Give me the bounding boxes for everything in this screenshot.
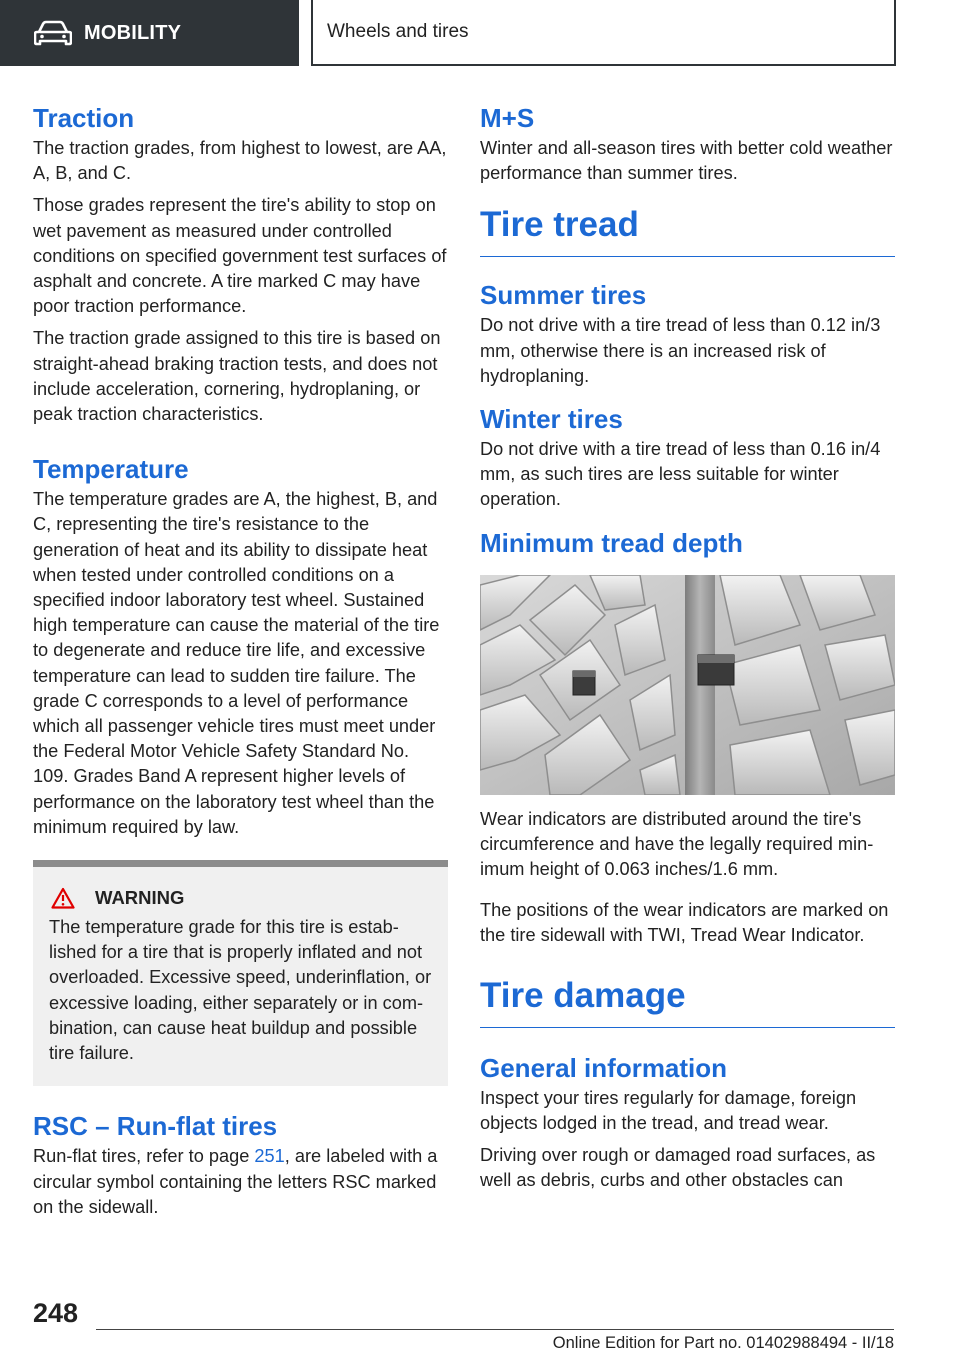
rsc-paragraph: Run-flat tires, refer to page 251, are labeled with a circular symbol containing the letters RSC marked on the sidewall. (33, 1146, 438, 1217)
summer-tires-paragraph: Do not drive with a tire tread of less than 0.12 in/3 mm, otherwise there is an increased risk of hydroplaning. (480, 315, 881, 386)
page-number: 248 (33, 1298, 79, 1328)
tire-damage-heading: Tire damage (480, 973, 895, 1028)
warning-header (51, 885, 438, 911)
general-info-paragraph-2: Driving over rough or damaged road surfaces, as well as debris, curbs and other obstacles can (480, 1145, 876, 1191)
footer-divider (96, 1329, 894, 1330)
temperature-paragraph: The temperature grades are A, the highest, B, and C, representing the tire's resistance to the generation of heat and its ability to dissipate heat when tested under controlled conditions on a specified indoor laboratory test wheel. Sustained high temperature can cause the material of the tire to degenerate and reduce tire life, and excessive temperature can lead to sudden tire failure. The grade C corresponds to a level of performance which all passenger vehicle tires must meet under the Federal Motor Vehicle Safety Standard No. 109. Grades Band A represent higher levels of performance on the laboratory test wheel than the minimum required by law. (33, 489, 440, 837)
wear-indicators-paragraph: Wear indicators are distributed around the tire's circumference and have the legally required minimum height of 0.063 inches/1.6 mm. (480, 808, 874, 880)
min-tread-heading: Minimum tread depth (480, 527, 743, 558)
warning-triangle-icon (51, 887, 75, 909)
warning-box (33, 860, 448, 1086)
winter-tires-paragraph: Do not drive with a tire tread of less than 0.16 in/4 mm, as such tires are less suitable for winter operation. (480, 439, 881, 510)
tread-wear-indicator-photo (480, 575, 895, 795)
traction-paragraph-2: Those grades represent the tire's ability to stop on wet pavement as measured under controlled conditions on specified government test surfaces of asphalt and concrete. A tire marked C may have poor traction performance. (33, 195, 447, 317)
page-header (0, 0, 960, 66)
section-title: Wheels and tires (327, 21, 469, 42)
chapter-title: MOBILITY (84, 21, 182, 44)
traction-heading: Traction (33, 103, 135, 133)
temperature-heading: Temperature (33, 454, 189, 485)
ms-paragraph: Winter and all-season tires with better cold weather performance than summer tires. (480, 138, 893, 184)
edition-text: Online Edition for Part no. 01402988494 - II/18 (552, 1334, 894, 1352)
right-column (480, 100, 895, 1193)
rsc-heading: RSC – Run-flat tires (33, 1111, 278, 1142)
section-tab[interactable] (311, 0, 896, 66)
ms-heading: M+S (480, 103, 535, 133)
chapter-tab[interactable] (0, 0, 299, 66)
traction-paragraph-1: The traction grades, from highest to lowest, are AA, A, B, and C. (33, 138, 447, 184)
traction-paragraph-3: The traction grade assigned to this tire is based on straight-ahead braking traction tests, and does not include acceleration, cornering, hydroplaning, or peak traction characteristics. (33, 328, 441, 425)
tire-tread-heading: Tire tread (480, 202, 895, 257)
page-reference-link[interactable]: 251 (254, 1146, 285, 1167)
warning-label: WARNING (95, 887, 185, 909)
car-icon (34, 20, 72, 46)
summer-tires-heading: Summer tires (480, 280, 647, 311)
left-column (33, 100, 448, 1220)
general-info-heading: General information (480, 1052, 728, 1083)
winter-tires-heading: Winter tires (480, 404, 623, 435)
wear-positions-paragraph: The positions of the wear indicators are marked on the tire sidewall with TWI, Tread Wear Indicator. (480, 900, 889, 946)
warning-text: The temperature grade for this tire is established for a tire that is properly inflated and not overloaded. Excessive speed, underinflation, or excessive loading, either separately or in combination, can cause heat buildup and possible tire failure. (49, 917, 432, 1064)
general-info-paragraph-1: Inspect your tires regularly for damage, foreign objects lodged in the tread, and tread wear. (480, 1087, 857, 1133)
